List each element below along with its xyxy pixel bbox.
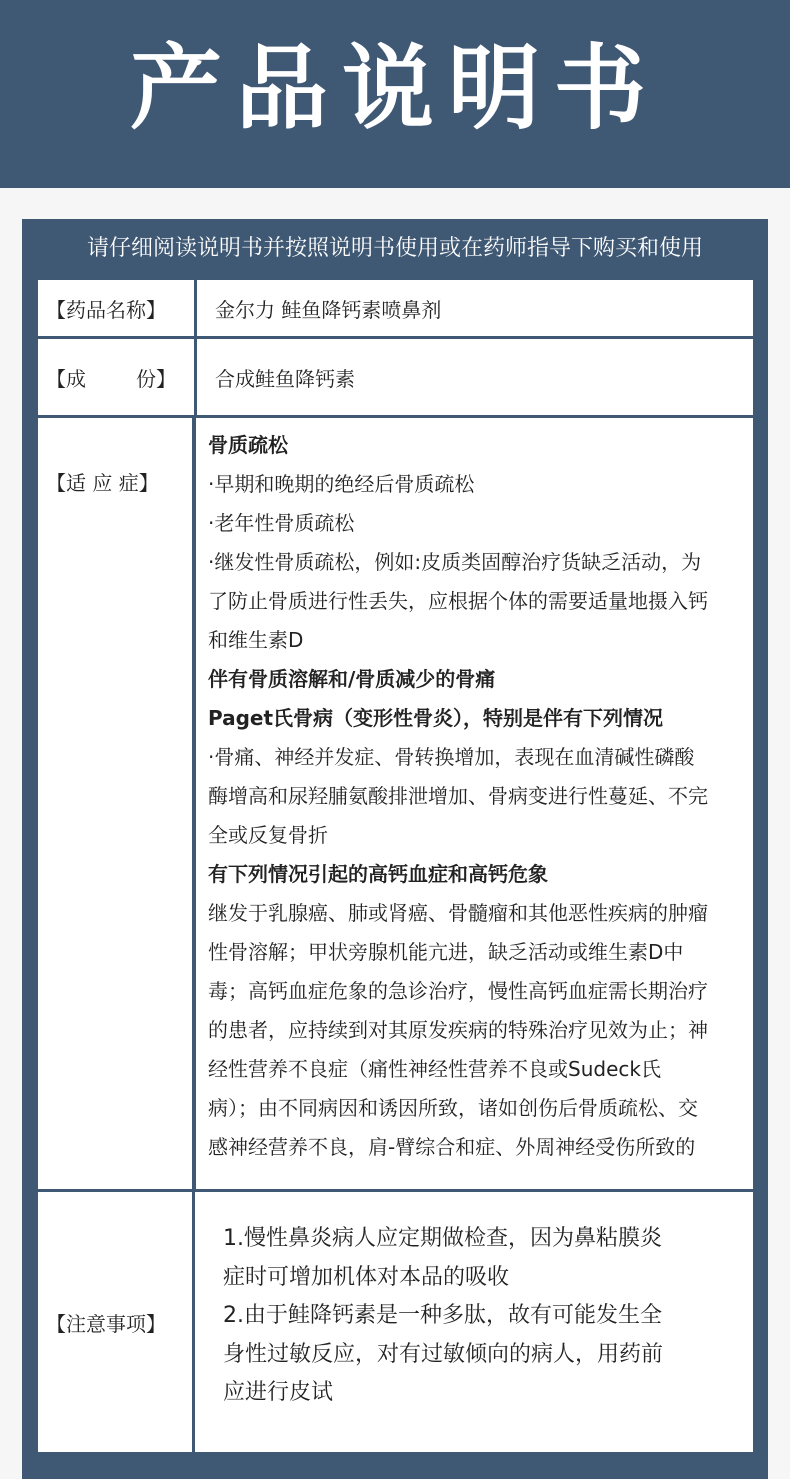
indication-heading-osteoporosis: 骨质疏松: [208, 433, 288, 457]
indications-label-cell: [38, 418, 192, 1189]
precautions-label: 【注意事项】: [46, 1311, 166, 1336]
ingredients-label-cell: [38, 339, 194, 415]
indication-line: 的患者，应持续到对其原发疾病的特殊治疗见效为止；神: [208, 1018, 708, 1042]
ingredients-label-open: 【成: [46, 366, 86, 391]
indication-line: 性骨溶解；甲状旁腺机能亢进，缺乏活动或维生素D中: [208, 940, 684, 964]
precautions-label-cell: [38, 1192, 192, 1452]
indication-line: ·继发性骨质疏松，例如:皮质类固醇治疗货缺乏活动，为: [208, 550, 702, 574]
drug-name-value: 金尔力 鲑鱼降钙素喷鼻剂: [197, 280, 753, 336]
indications-content: [196, 418, 753, 1189]
indication-heading-hypercalcemia: 有下列情况引起的高钙血症和高钙危象: [208, 862, 548, 886]
indication-heading-bone-pain: 伴有骨质溶解和/骨质减少的骨痛: [208, 667, 496, 691]
indication-heading-paget: Paget氏骨病（变形性骨炎），特别是伴有下列情况: [208, 706, 664, 730]
ingredients-value: 合成鲑鱼降钙素: [197, 339, 753, 415]
precaution-line: 应进行皮试: [223, 1380, 334, 1405]
precaution-line: 症时可增加机体对本品的吸收: [223, 1264, 510, 1290]
indications-label: 【适 应 症】: [46, 471, 159, 495]
indication-line: ·骨痛、神经并发症、骨转换增加，表现在血清碱性磷酸: [208, 745, 695, 769]
usage-notice: 请仔细阅读说明书并按照说明书使用或在药师指导下购买和使用: [86, 236, 703, 261]
indication-line: 毒；高钙血症危象的急诊治疗，慢性高钙血症需长期治疗: [208, 979, 708, 1003]
indication-line: 病）；由不同病因和诱因所致，诸如创伤后骨质疏松、交: [208, 1096, 698, 1120]
indication-line: 全或反复骨折: [208, 823, 328, 847]
indication-line: ·早期和晚期的绝经后骨质疏松: [208, 472, 475, 496]
indication-line: 酶增高和尿羟脯氨酸排泄增加、骨病变进行性蔓延、不完: [208, 784, 708, 808]
precautions-content: [195, 1192, 753, 1452]
ingredients-label: [46, 363, 176, 392]
indication-line: 和维生素D: [208, 628, 304, 652]
indication-line: 感神经营养不良，肩-臂综合和症、外周神经受伤所致的: [208, 1135, 696, 1159]
precaution-line: 2.由于鲑降钙素是一种多肽，故有可能发生全: [223, 1303, 662, 1328]
instructions-panel: [22, 219, 768, 1479]
page-title: 产品说明书: [129, 34, 660, 142]
precaution-line: 身性过敏反应，对有过敏倾向的病人，用药前: [223, 1341, 664, 1367]
indication-line: ·老年性骨质疏松: [208, 511, 355, 535]
ingredients-label-close: 份】: [136, 366, 176, 391]
drug-name-label: 【药品名称】: [38, 280, 194, 336]
indication-line: 继发于乳腺癌、肺或肾癌、骨髓瘤和其他恶性疾病的肿瘤: [208, 901, 708, 925]
indication-line: 了防止骨质进行性丢失，应根据个体的需要适量地摄入钙: [208, 589, 708, 613]
indication-line: 经性营养不良症（痛性神经性营养不良或Sudeck氏: [208, 1057, 661, 1081]
header-banner: [0, 0, 790, 188]
precaution-line: 1.慢性鼻炎病人应定期做检查，因为鼻粘膜炎: [223, 1226, 662, 1251]
